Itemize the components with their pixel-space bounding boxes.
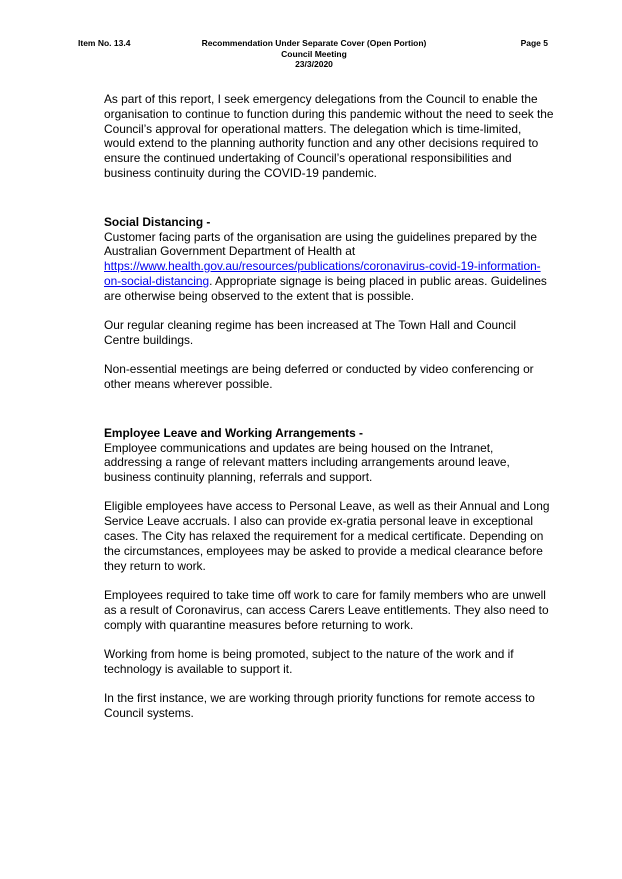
remote-access-paragraph: In the first instance, we are working through priority functions for remote access to Council systems. [104, 690, 535, 720]
carers-leave-paragraph: Employees required to take time off work to care for family members who are unwell as a result of Coronavirus, can access Carers Leave entitlements. They also need to comply with quarantine measures before returning to work. [104, 587, 549, 632]
social-distancing-text-before-link: Customer facing parts of the organisation are using the guidelines prepared by the Australian Government Department of Health at [104, 229, 537, 259]
working-from-home-paragraph: Working from home is being promoted, subject to the nature of the work and if technology is available to support it. [104, 646, 514, 676]
employee-leave-para-1 [104, 426, 554, 485]
eligible-employees-paragraph: Eligible employees have access to Personal Leave, as well as their Annual and Long Service Leave accruals. I also can provide ex-gratia personal leave in exceptional cases. The City has relaxed the requirement for a medical certificate. Depending on the circumstances, employees may be asked to provide a medical clearance before they return to work. [104, 499, 550, 573]
meeting-date: 23/3/2020 [295, 59, 333, 69]
social-distancing-para-1 [104, 215, 554, 304]
page-number: Page 5 [520, 38, 548, 48]
employee-leave-section [104, 426, 554, 721]
employee-communications-text: Employee communications and updates are being housed on the Intranet, addressing a range of relevant matters including arrangements around leave, business continuity planning, referrals and support. [104, 440, 510, 485]
social-distancing-text-after-link: . Appropriate signage is being placed in public areas. Guidelines are otherwise being observed to the extent that is possible. [104, 273, 547, 303]
page-header [78, 38, 548, 78]
social-distancing-heading: Social Distancing - [104, 214, 211, 229]
document-body [104, 92, 554, 735]
cleaning-paragraph: Our regular cleaning regime has been increased at The Town Hall and Council Centre buildings. [104, 318, 517, 347]
report-title-block [184, 38, 444, 70]
employee-leave-heading: Employee Leave and Working Arrangements - [104, 425, 364, 440]
intro-paragraph: As part of this report, I seek emergency delegations from the Council to enable the organisation to continue to function during this pandemic without the need to seek the Council’s approval for operational matters. The delegation which is time-limited, would extend to the planning authority function and any other decisions required to ensure the continued undertaking of Council’s operational responsibilities and business continuity during the COVID-19 pandemic. [104, 92, 554, 180]
social-distancing-section [104, 215, 554, 392]
health-guidelines-link[interactable]: https://www.health.gov.au/resources/publications/coronavirus-covid-19-information-on-social-distancing [104, 259, 541, 288]
item-number: Item No. 13.4 [78, 38, 131, 48]
meeting-name: Council Meeting [281, 48, 347, 59]
report-title: Recommendation Under Separate Cover (Open Portion) [201, 38, 427, 48]
meetings-paragraph: Non-essential meetings are being deferred or conducted by video conferencing or other means wherever possible. [104, 362, 534, 391]
